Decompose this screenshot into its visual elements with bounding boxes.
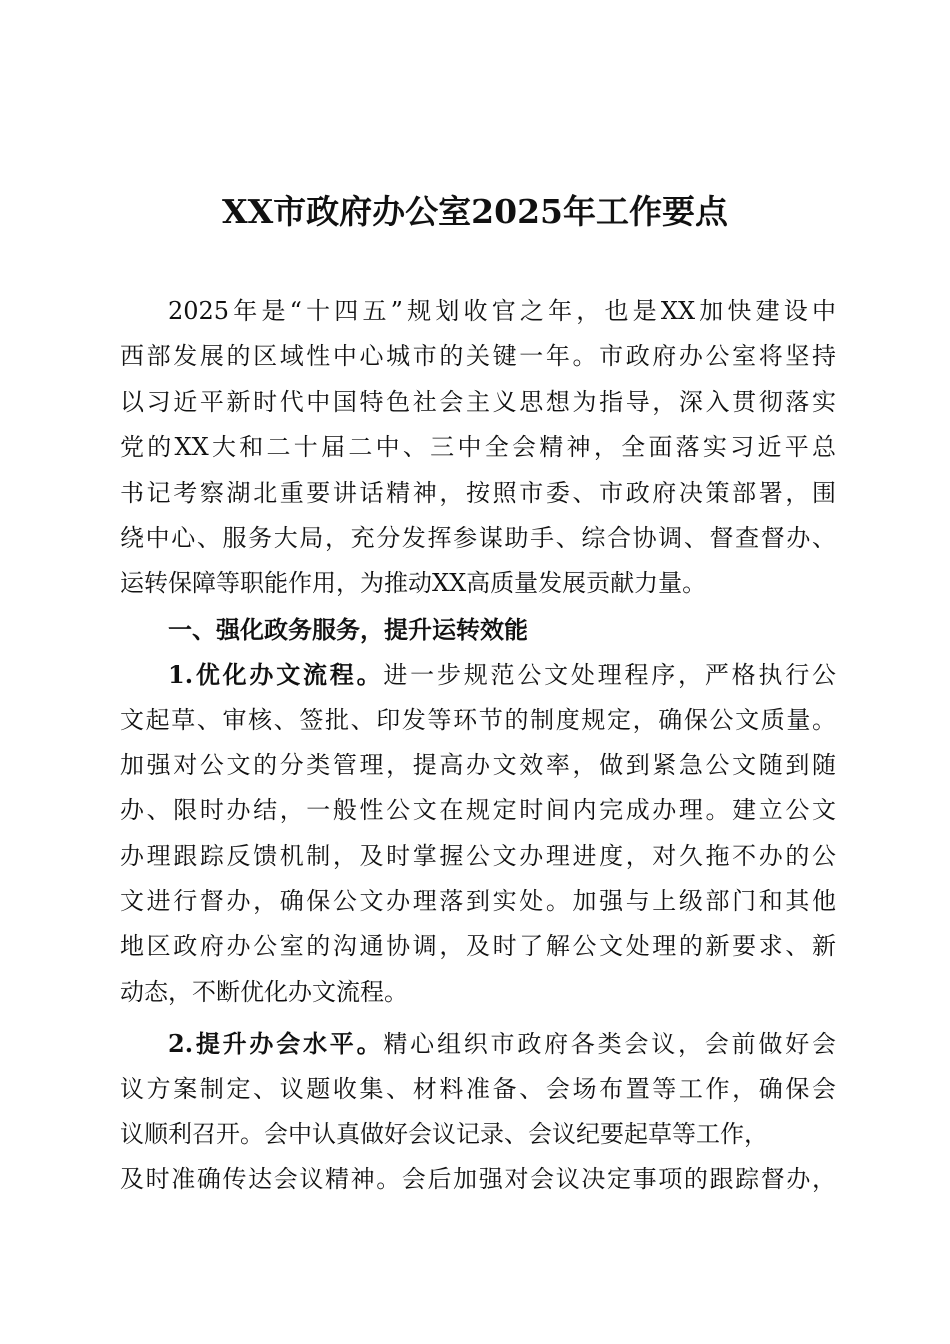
item-2-line: 议方案制定、议题收集、材料准备、会场布置等工作，确保会: [120, 1074, 836, 1103]
intro-line: 2025年是“十四五”规划收官之年，也是XX加快建设中: [168, 297, 836, 325]
item-2-line: 及时准确传达会议精神。会后加强对会议决定事项的跟踪督办，: [120, 1165, 836, 1194]
document-title: XX市政府办公室2025年工作要点: [221, 192, 729, 231]
intro-line: 书记考察湖北重要讲话精神，按照市委、市政府决策部署，围: [120, 478, 836, 507]
intro-line: 绕中心、服务大局，充分发挥参谋助手、综合协调、督查督办、: [120, 523, 836, 552]
item-2-line: 议顺利召开。会中认真做好会议记录、会议纪要起草等工作，: [120, 1120, 768, 1149]
section-heading: 一、强化政务服务，提升运转效能: [168, 614, 528, 644]
intro-paragraph: [120, 289, 836, 607]
item-1-lead: 1.优化办文流程。: [168, 660, 384, 690]
intro-line: 党的XX大和二十届二中、三中全会精神，全面落实习近平总: [120, 433, 836, 462]
item-2-lead: 2.提升办会水平。: [168, 1029, 384, 1059]
item-1-line: 地区政府办公室的沟通协调，及时了解公文处理的新要求、新: [120, 932, 836, 961]
item-1-line: 文起草、审核、签批、印发等环节的制度规定，确保公文质量。: [120, 705, 836, 734]
item-1-line: 办理跟踪反馈机制，及时掌握公文办理进度，对久拖不办的公: [120, 841, 836, 870]
item-1-line: 动态，不断优化办文流程。: [120, 977, 408, 1006]
intro-line: 以习近平新时代中国特色社会主义思想为指导，深入贯彻落实: [120, 387, 836, 416]
item-1-first-line-text: 进一步规范公文处理程序，严格执行公: [383, 661, 836, 690]
item-1-line: 办、限时办结，一般性公文在规定时间内完成办理。建立公文: [120, 796, 836, 825]
item-1-line: 加强对公文的分类管理，提高办文效率，做到紧急公文随到随: [120, 750, 836, 779]
item-2-first-line: [120, 1021, 836, 1066]
item-1-line: 文进行督办，确保公文办理落到实处。加强与上级部门和其他: [120, 887, 836, 916]
intro-line: 运转保障等职能作用，为推动XX高质量发展贡献力量。: [120, 569, 707, 598]
intro-line: 西部发展的区域性中心城市的关键一年。市政府办公室将坚持: [120, 342, 836, 371]
item-1-first-line: [120, 652, 836, 697]
item-2-first-line-text: 精心组织市政府各类会议，会前做好会: [383, 1030, 836, 1059]
item-1-paragraph: [120, 652, 836, 1015]
item-2-paragraph: [120, 1021, 836, 1203]
document-body: [120, 289, 836, 1203]
